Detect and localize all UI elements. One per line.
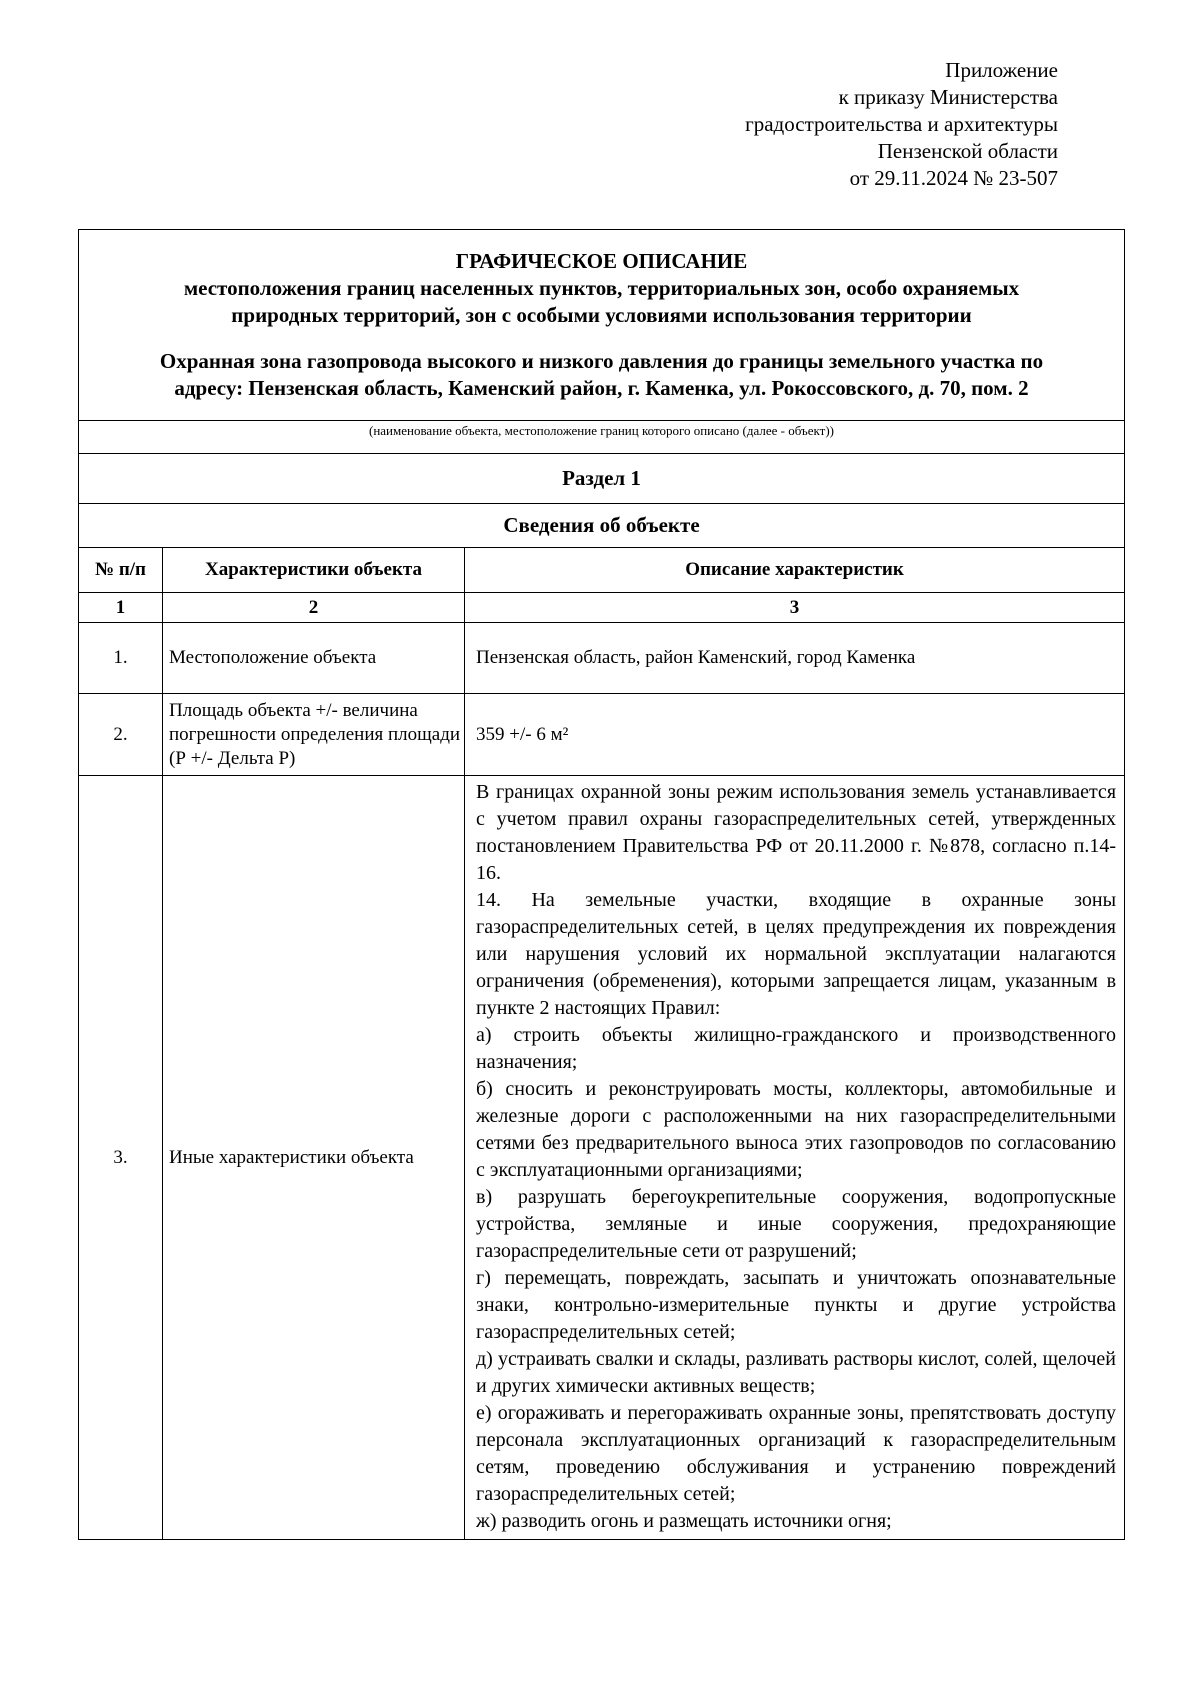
annex-line: к приказу Министерства [838, 85, 1058, 109]
restriction-paragraph: в) разрушать берегоукрепительные сооружения, водопропускные устройства, земляные и иные сооружения, предохраняющие газораспределительные сети от разрушений; [476, 1186, 1117, 1262]
column-header-description: Описание характеристик [465, 548, 1125, 593]
column-header-characteristic: Характеристики объекта [163, 548, 465, 593]
table-row [79, 623, 1125, 694]
annex-line: градостроительства и архитектуры [745, 112, 1058, 136]
restriction-paragraph: В границах охранной зоны режим использования земель устанавливается с учетом правил охраны газораспределительных сетей, утвержденных постановлением Правительства РФ от 20.11.2000 г. №878, согласно п.14-16. [476, 781, 1117, 884]
table-row [79, 694, 1125, 776]
document-subtitle-line: местоположения границ населенных пунктов, территориальных зон, особо охраняемых [183, 276, 1020, 300]
row-description: 359 +/- 6 м² [465, 694, 1125, 776]
row-characteristic: Площадь объекта +/- величина погрешности определения площади (Р +/- Дельта Р) [163, 694, 465, 776]
restriction-paragraph: 14. На земельные участки, входящие в охранные зоны газораспределительных сетей, в целях предупреждения их повреждения или нарушения условий их нормальной эксплуатации налагаются ограничения (обременения), которыми запрещается лицам, указанным в пункте 2 настоящих Правил: [476, 889, 1117, 1019]
restriction-paragraph: г) перемещать, повреждать, засыпать и уничтожать опознавательные знаки, контрольно-измерительные пункты и другие устройства газораспределительных сетей; [476, 1267, 1117, 1343]
table-row [79, 776, 1125, 1540]
column-number: 3 [465, 593, 1125, 623]
document-header [79, 230, 1125, 421]
restriction-paragraph: д) устраивать свалки и склады, разливать растворы кислот, солей, щелочей и других химически активных веществ; [476, 1348, 1117, 1397]
restriction-paragraph: ж) разводить огонь и размещать источники огня; [476, 1510, 892, 1532]
column-number: 2 [163, 593, 465, 623]
section-title: Раздел 1 [79, 454, 1125, 504]
restriction-paragraph: б) сносить и реконструировать мосты, коллекторы, автомобильные и железные дороги с расположенными на них газораспределительными сетями без предварительного выноса этих газопроводов по согласованию с эксплуатационными организациями; [476, 1078, 1117, 1181]
row-description [465, 776, 1125, 1540]
object-name-note: (наименование объекта, местоположение границ которого описано (далее - объект)) [79, 421, 1125, 454]
row-characteristic: Местоположение объекта [163, 623, 465, 694]
annex-line: Пензенской области [877, 139, 1058, 163]
annex-line: Приложение [945, 58, 1058, 82]
object-name-line: Охранная зона газопровода высокого и низкого давления до границы земельного участка по [159, 349, 1044, 373]
document-subtitle-line: природных территорий, зон с особыми условиями использования территории [231, 303, 972, 327]
description-table [78, 229, 1125, 1540]
document-title: ГРАФИЧЕСКОЕ ОПИСАНИЕ [455, 249, 748, 273]
annex-block [745, 57, 1058, 192]
column-number: 1 [79, 593, 163, 623]
section-subtitle: Сведения об объекте [79, 504, 1125, 548]
row-description: Пензенская область, район Каменский, город Каменка [465, 623, 1125, 694]
row-number: 2. [79, 694, 163, 776]
restriction-paragraph: е) огораживать и перегораживать охранные зоны, препятствовать доступу персонала эксплуатационных организаций к газораспределительным сетям, проведению обслуживания и устранению повреждений газораспределительных сетей; [476, 1402, 1117, 1505]
row-number: 3. [79, 776, 163, 1540]
annex-line: от 29.11.2024 № 23-507 [849, 166, 1058, 190]
restriction-paragraph: а) строить объекты жилищно-гражданского и производственного назначения; [476, 1024, 1117, 1073]
object-name-line: адресу: Пензенская область, Каменский район, г. Каменка, ул. Рокоссовского, д. 70, пом. 2 [174, 376, 1029, 400]
row-characteristic: Иные характеристики объекта [163, 776, 465, 1540]
column-header-number: № п/п [79, 548, 163, 593]
row-number: 1. [79, 623, 163, 694]
